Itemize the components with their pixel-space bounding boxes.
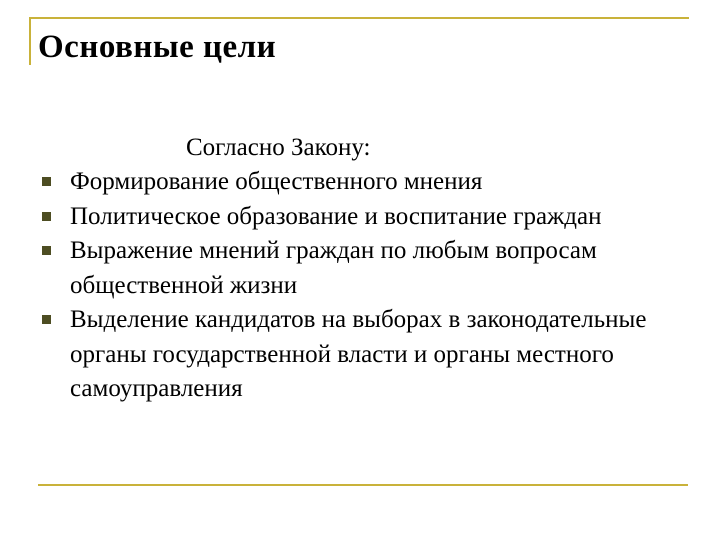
- square-bullet-icon: [42, 212, 51, 221]
- bullet-item: [40, 234, 690, 303]
- slide-title: Основные цели: [38, 29, 277, 65]
- title-frame-left-line: [29, 17, 31, 65]
- bullet-item: [40, 200, 690, 235]
- intro-text: Согласно Закону:: [186, 134, 371, 161]
- bullet-text: Формирование общественного мнения: [70, 168, 483, 195]
- bullet-text: Выделение кандидатов на выборах в законодательные органы государственной власти и органы местного самоуправления: [70, 306, 647, 402]
- bullet-text: Выражение мнений граждан по любым вопросам общественной жизни: [70, 237, 597, 299]
- bottom-divider-line: [38, 484, 688, 486]
- bullet-list: [40, 165, 690, 407]
- square-bullet-icon: [42, 177, 51, 186]
- bullet-item: [40, 165, 690, 200]
- title-frame-top-line: [29, 17, 689, 19]
- bullet-item: [40, 303, 690, 407]
- square-bullet-icon: [42, 315, 51, 324]
- square-bullet-icon: [42, 246, 51, 255]
- bullet-text: Политическое образование и воспитание граждан: [70, 202, 602, 230]
